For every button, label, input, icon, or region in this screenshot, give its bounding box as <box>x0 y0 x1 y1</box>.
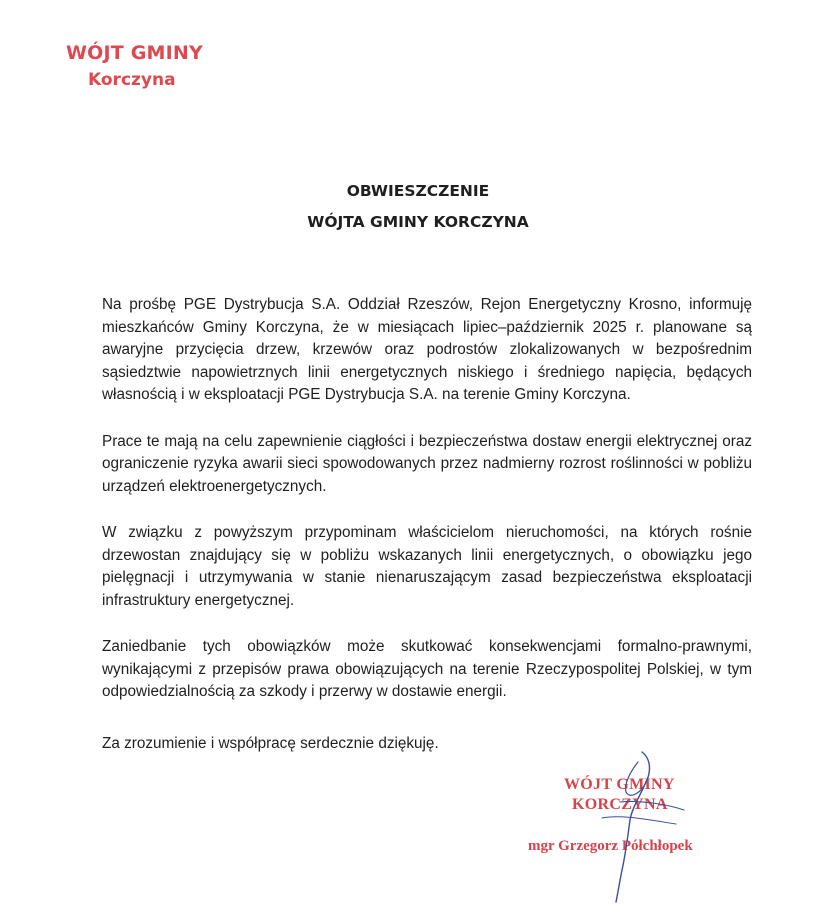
title-line-2: WÓJTA GMINY KORCZYNA <box>307 213 529 231</box>
paragraph-4: Zaniedbanie tych obowiązków może skutkować konsekwencjami formalno-prawnymi, wynikającymi z przepisów prawa obowiązujących na terenie Rzeczypospolitej Polskiej, w tym odpowiedzialnością za szkody i przerwy w dostawie energii. <box>102 638 752 700</box>
closing-line: Za zrozumienie i współpracę serdecznie dziękuję. <box>102 735 439 752</box>
header-stamp <box>66 42 203 91</box>
title-line-1: OBWIESZCZENIE <box>346 182 490 200</box>
paragraph-3: W związku z powyższym przypominam właścicielom nieruchomości, na których rośnie drzewostan znajdujący się w pobliżu wskazanych linii energetycznych, o obowiązku jego pielęgnacji i utrzymywania w stanie nienaruszającym zasad bezpieczeństwa eksploatacji infrastruktury energetycznej. <box>102 524 752 609</box>
signature-stamp-municipality: KORCZYNA <box>572 796 668 813</box>
signature-stamp-name: mgr Grzegorz Półchłopek <box>528 838 693 854</box>
signature-stamp-title: WÓJT GMINY <box>564 776 675 793</box>
header-stamp-title: WÓJT GMINY <box>66 42 203 64</box>
signature-stamp <box>520 766 780 896</box>
paragraph-2: Prace te mają na celu zapewnienie ciągłości i bezpieczeństwa dostaw energii elektrycznej oraz ograniczenie ryzyka awarii sieci spowodowanych przez nadmierny rozrost roślinności w pobliżu urządzeń elektroenergetycznych. <box>102 432 752 495</box>
paragraph-1: Na prośbę PGE Dystrybucja S.A. Oddział Rzeszów, Rejon Energetyczny Krosno, informuję mieszkańców Gminy Korczyna, że w miesiącach lipiec–październik 2025 r. planowane są awaryjne przycięcia drzew, krzewów oraz podrostów zlokalizowanych w bezpośrednim sąsiedztwie napowietrznych linii energetycznych niskiego i średniego napięcia, będących własnością i w eksploatacji PGE Dystrybucja S.A. na terenie Gminy Korczyna. <box>102 296 752 403</box>
header-stamp-municipality: Korczyna <box>88 69 176 90</box>
document-body <box>102 294 752 728</box>
document-title <box>0 176 836 238</box>
